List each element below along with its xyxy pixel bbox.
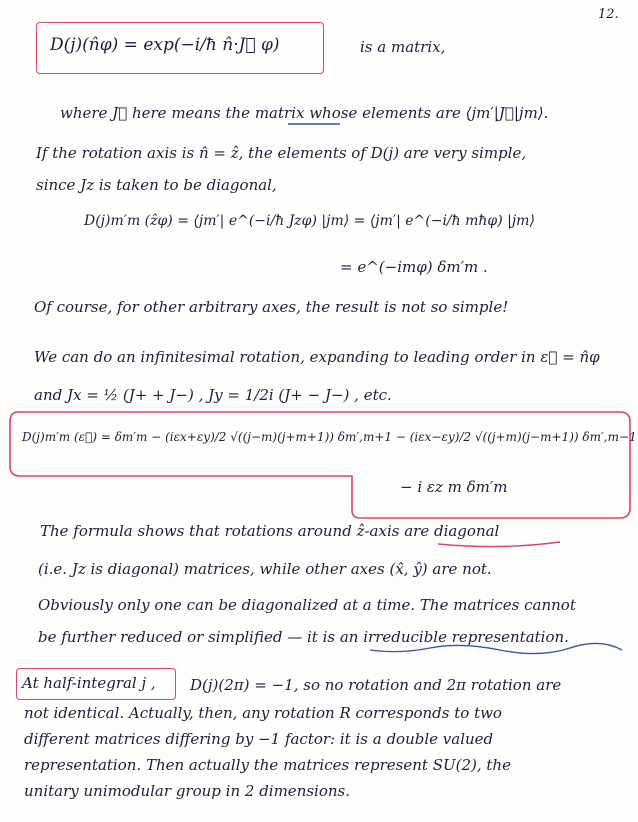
line-half-5: unitary unimodular group in 2 dimensions. [24, 782, 351, 800]
line-since: since Jz is taken to be diagonal, [36, 176, 277, 194]
line-formula-3: Obviously only one can be diagonalized at a time. The matrices cannot [38, 596, 576, 614]
line-infinitesimal: We can do an infinitesimal rotation, expanding to leading order in ε⃗ = n̂φ [34, 348, 600, 366]
big-equation-1: D(j)m′m (ε⃗) = δm′m − (iεx+εy)/2 √((j−m)(j+m+1)) δm′,m+1 − (iεx−εy)/2 √((j+m)(j−m+1)) δm′,m−1 [22, 430, 637, 444]
line-formula-2: (i.e. Jz is diagonal) matrices, while other axes (x̂, ŷ) are not. [38, 560, 492, 578]
line-half-4: representation. Then actually the matrices represent SU(2), the [24, 756, 511, 774]
top-equation: D(j)(n̂φ) = exp(−i/ħ n̂·J⃗ φ) [50, 35, 280, 55]
page-number: 12. [598, 7, 619, 22]
underline-irreducible [370, 643, 622, 653]
line-if-axis: If the rotation axis is n̂ = ẑ, the elements of D(j) are very simple, [36, 144, 527, 162]
equation-1: D(j)m′m (ẑφ) = ⟨jm′| e^(−i/ħ Jzφ) |jm⟩ = ⟨jm′| e^(−i/ħ mħφ) |jm⟩ [84, 213, 535, 229]
line-formula-4: be further reduced or simplified — it is an irreducible representation. [38, 628, 569, 646]
underline-are-diagonal [438, 542, 560, 547]
line-jx: and Jx = ½ (J+ + J−) , Jy = 1/2i (J+ − J−) , etc. [34, 386, 392, 404]
line-half-1: D(j)(2π) = −1, so no rotation and 2π rotation are [190, 676, 562, 694]
big-equation-2: − i εz m δm′m [400, 478, 508, 496]
line-half-3: different matrices differing by −1 factor: it is a double valued [24, 730, 494, 748]
line-of-course: Of course, for other arbitrary axes, the result is not so simple! [34, 298, 509, 316]
half-integral-label: At half-integral j , [22, 674, 156, 692]
top-note: is a matrix, [360, 38, 446, 56]
line-formula-1: The formula shows that rotations around ẑ-axis are diagonal [40, 522, 500, 540]
equation-2: = e^(−imφ) δm′m . [340, 258, 488, 276]
line-half-2: not identical. Actually, then, any rotation R corresponds to two [24, 704, 502, 722]
line-where: where J⃗ here means the matrix whose elements are ⟨jm′|J⃗|jm⟩. [60, 104, 549, 122]
